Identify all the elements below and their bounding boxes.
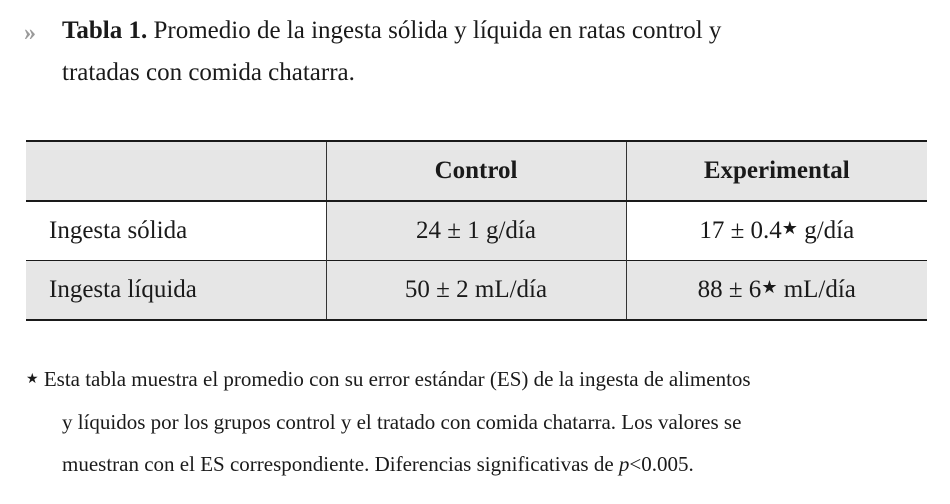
exp-number: 17 ± 0.4 bbox=[699, 217, 782, 244]
footnote-p: p bbox=[618, 452, 630, 476]
exp-unit: mL/día bbox=[777, 276, 856, 303]
exp-number: 88 ± 6 bbox=[697, 276, 762, 303]
exp-unit: g/día bbox=[797, 217, 855, 244]
star-icon: ★ bbox=[761, 277, 778, 297]
footnote-text-1: Esta tabla muestra el promedio con su error estándar (ES) de la ingesta de alimentos bbox=[38, 367, 751, 391]
caption-line-2: tratadas con comida chatarra. bbox=[62, 59, 355, 86]
star-icon: ★ bbox=[26, 372, 39, 387]
row-label: Ingesta líquida bbox=[26, 261, 326, 321]
table-row bbox=[26, 201, 927, 261]
table-row bbox=[26, 261, 927, 321]
header-empty bbox=[26, 141, 326, 201]
experimental-value bbox=[626, 261, 927, 321]
footnote-text-3b: <0.005. bbox=[629, 452, 694, 476]
control-value: 24 ± 1 g/día bbox=[326, 201, 626, 261]
caption-text-1: Promedio de la ingesta sólida y líquida en ratas control y bbox=[147, 17, 722, 44]
table-header-row bbox=[26, 141, 927, 201]
star-icon: ★ bbox=[781, 218, 798, 238]
caption-line-1 bbox=[62, 10, 924, 52]
data-table bbox=[26, 140, 927, 321]
footnote-line-2: y líquidos por los grupos control y el tratado con comida chatarra. Los valores se bbox=[62, 410, 742, 434]
header-control: Control bbox=[326, 141, 626, 201]
control-value: 50 ± 2 mL/día bbox=[326, 261, 626, 321]
row-label: Ingesta sólida bbox=[26, 201, 326, 261]
footnote-line-3 bbox=[26, 443, 926, 485]
footnote-line-1 bbox=[26, 358, 926, 401]
footnote-text-3a: muestran con el ES correspondiente. Diferencias significativas de bbox=[62, 452, 619, 476]
table-caption bbox=[24, 10, 924, 94]
caption-label: Tabla 1. bbox=[62, 17, 148, 44]
chevron-right-icon: » bbox=[24, 20, 34, 46]
table-header bbox=[26, 141, 927, 201]
footnote bbox=[26, 358, 926, 485]
experimental-value bbox=[626, 201, 927, 261]
header-experimental: Experimental bbox=[626, 141, 927, 201]
